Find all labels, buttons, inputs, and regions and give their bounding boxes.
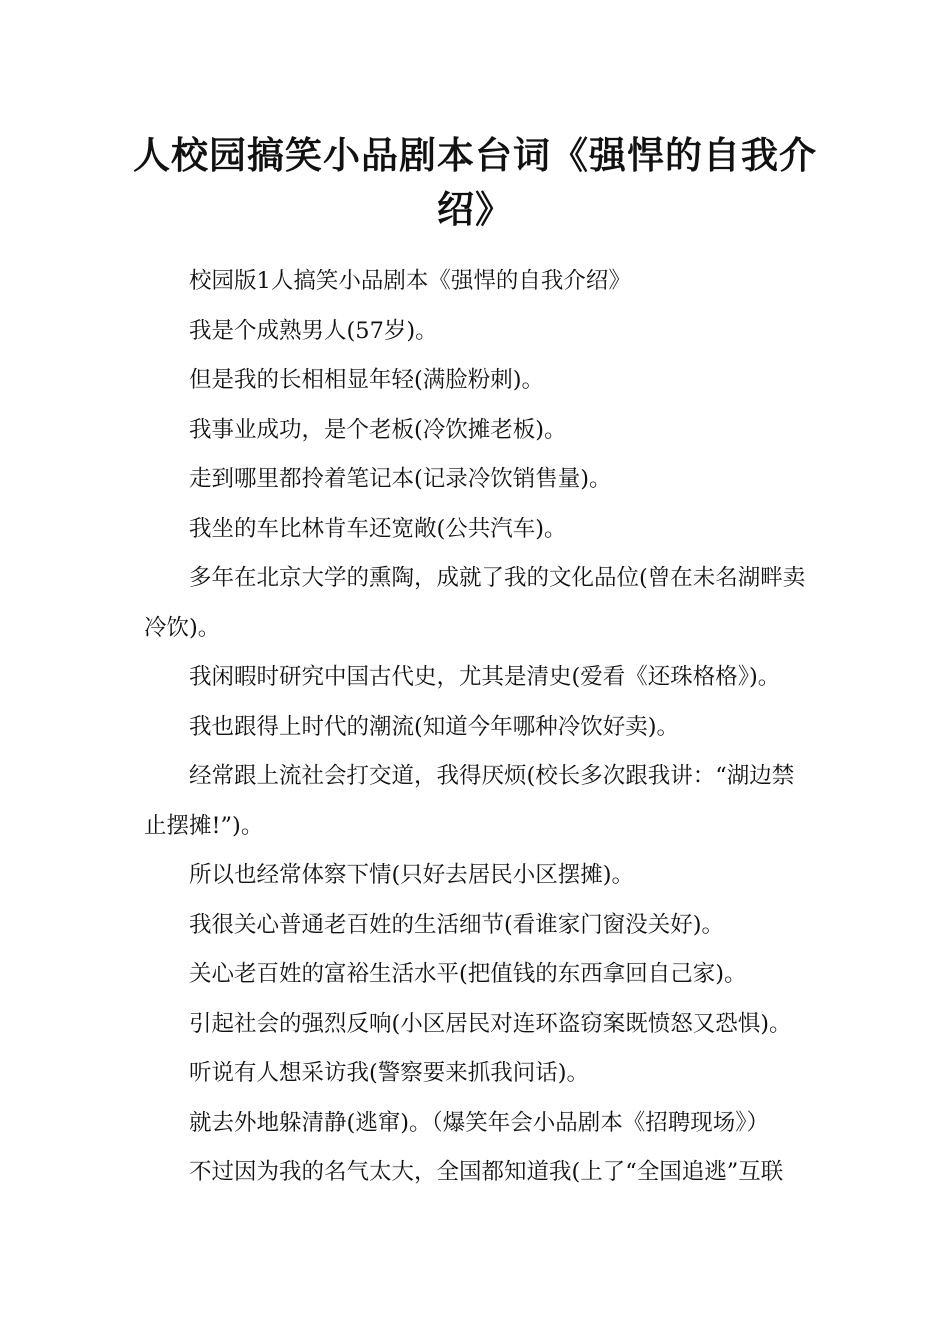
paragraph: 我很关心普通老百姓的生活细节(看谁家门窗没关好)。: [189, 911, 725, 938]
paragraph: 听说有人想采访我(警察要来抓我问话)。: [189, 1060, 590, 1086]
document-body: [144, 257, 809, 1198]
paragraph: 我坐的车比林肯车还宽敞(公共汽车)。: [189, 515, 567, 542]
paragraph: 不过因为我的名气太大，全国都知道我(上了“全国追逃”互联: [189, 1159, 784, 1185]
paragraph: 经常跟上流社会打交道，我得厌烦(校长多次跟我讲：“湖边禁止摆摊!”)。: [144, 763, 795, 839]
paragraph: 但是我的长相相显年轻(满脸粉刺)。: [189, 367, 545, 393]
paragraph: 我事业成功，是个老板(冷饮摊老板)。: [189, 416, 567, 443]
paragraph: 我也跟得上时代的潮流(知道今年哪种冷饮好卖)。: [189, 713, 680, 740]
paragraph: 校园版1人搞笑小品剧本《强悍的自我介绍》: [189, 268, 631, 294]
paragraph: 多年在北京大学的熏陶，成就了我的文化品位(曾在未名湖畔卖冷饮)。: [144, 565, 806, 641]
paragraph: 走到哪里都拎着笔记本(记录冷饮销售量)。: [189, 466, 612, 492]
paragraph: 引起社会的强烈反响(小区居民对连环盗窃案既愤怒又恐惧)。: [189, 1010, 792, 1037]
paragraph: 我闲暇时研究中国古代史，尤其是清史(爱看《还珠格格》)。: [189, 664, 781, 690]
document-title: 人校园搞笑小品剧本台词《强悍的自我介绍》: [133, 133, 817, 231]
paragraph: 关心老百姓的富裕生活水平(把值钱的东西拿回自己家)。: [189, 961, 747, 987]
paragraph: 我是个成熟男人(57岁)。: [189, 317, 438, 344]
paragraph: 就去外地躲清静(逃窜)。（爆笑年会小品剧本《招聘现场》）: [189, 1109, 770, 1136]
paragraph: 所以也经常体察下情(只好去居民小区摆摊)。: [189, 862, 635, 888]
